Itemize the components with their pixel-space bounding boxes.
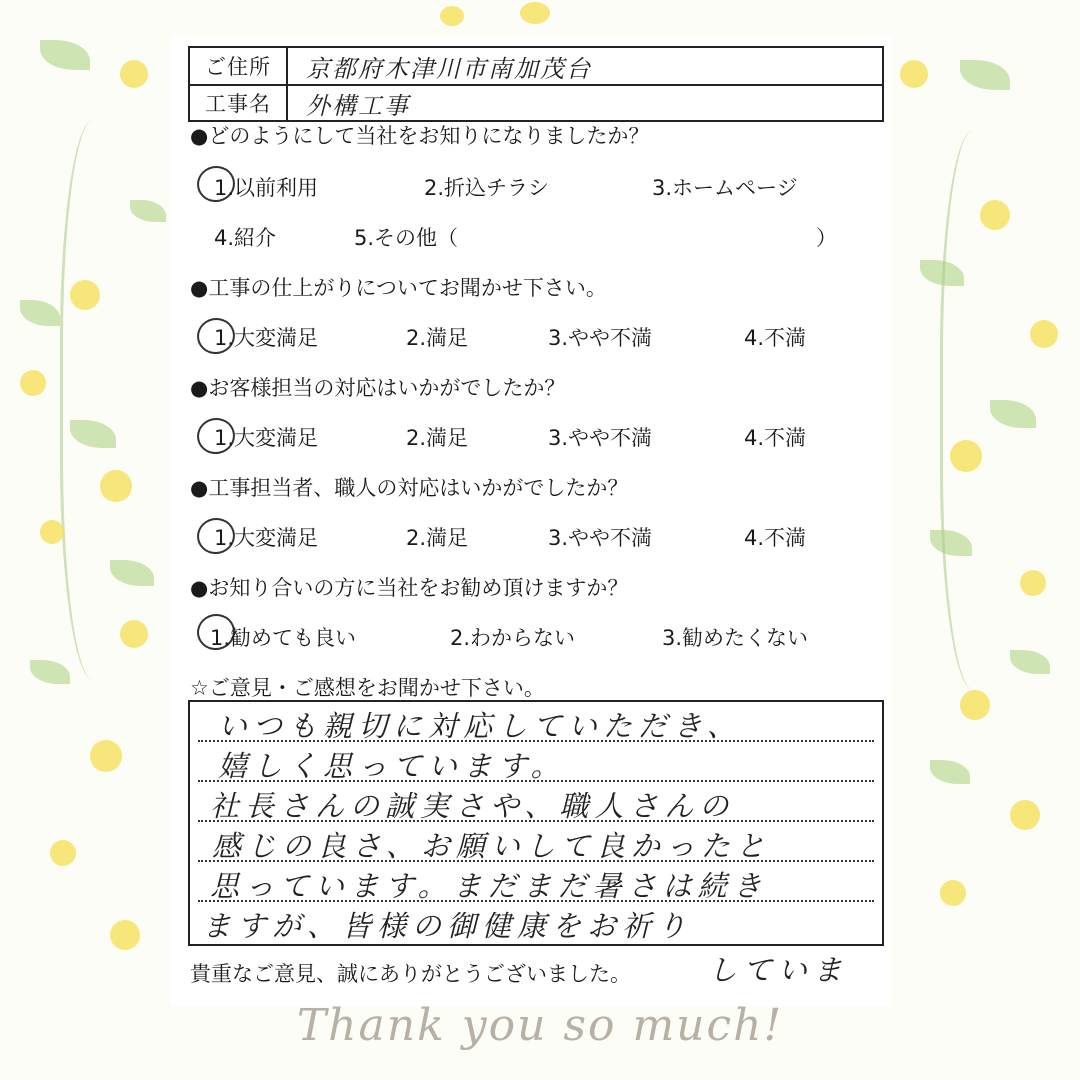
question-1: ●どのようにして当社をお知りになりましたか？: [190, 124, 650, 148]
comment-line-5: 思っています。まだまだ暑さは続き: [210, 869, 768, 903]
q4-option-3: 3.やや不満: [548, 526, 653, 550]
info-table: [188, 46, 884, 122]
q2-option-4: 4.不満: [744, 326, 807, 350]
question-5: ●お知り合いの方に当社をお勧め頂けますか？: [190, 576, 629, 600]
flower-decoration: [440, 6, 464, 26]
comment-line-4: 感じの良さ、お願いして良かったと: [212, 829, 771, 863]
comment-line-2: 嬉しく思っています。: [218, 749, 566, 783]
q5-option-2: 2.わからない: [450, 626, 576, 650]
leaf-decoration: [1010, 650, 1050, 674]
flower-decoration: [20, 370, 46, 396]
q3-option-4: 4.不満: [744, 426, 807, 450]
address-label: ご住所: [190, 48, 288, 84]
comment-line-6: ますが、皆様の御健康をお祈り: [202, 909, 693, 943]
q2-option-1: 1.大変満足: [214, 326, 319, 350]
flower-decoration: [960, 690, 990, 720]
flower-decoration: [110, 920, 140, 950]
leaf-decoration: [30, 660, 70, 684]
thanks-message: 貴重なご意見、誠にありがとうございました。: [190, 962, 631, 986]
handwritten-closing: していま: [708, 953, 849, 987]
q2-option-2: 2.満足: [406, 326, 469, 350]
work-row: [190, 85, 882, 121]
comment-box: [188, 700, 884, 946]
q1-option-3: 3.ホームページ: [652, 176, 798, 200]
leaf-decoration: [40, 40, 90, 70]
address-row: [190, 48, 882, 86]
q1-option-5: 5.その他（: [354, 226, 459, 250]
survey-sheet: [170, 36, 892, 1006]
work-value: 外構工事: [306, 91, 410, 120]
flower-decoration: [50, 840, 76, 866]
leaf-decoration: [960, 60, 1010, 90]
q1-option-2: 2.折込チラシ: [424, 176, 550, 200]
address-value: 京都府木津川市南加茂台: [306, 54, 592, 83]
q2-option-3: 3.やや不満: [548, 326, 653, 350]
q3-option-1: 1.大変満足: [214, 426, 319, 450]
flower-decoration: [520, 2, 550, 24]
flower-decoration: [120, 60, 148, 88]
q4-option-4: 4.不満: [744, 526, 807, 550]
flower-decoration: [1030, 320, 1058, 348]
flower-decoration: [100, 470, 132, 502]
question-4: ●工事担当者、職人の対応はいかがでしたか？: [190, 476, 629, 500]
flower-decoration: [1010, 800, 1040, 830]
comment-line-3: 社長さんの誠実さや、職人さんの: [210, 789, 735, 823]
flower-decoration: [70, 280, 100, 310]
q1-option-4: 4.紹介: [214, 226, 277, 250]
flower-decoration: [940, 880, 966, 906]
flower-decoration: [120, 620, 148, 648]
flower-decoration: [950, 440, 982, 472]
leaf-decoration: [20, 300, 60, 326]
q3-option-2: 2.満足: [406, 426, 469, 450]
flower-decoration: [1020, 570, 1046, 596]
comment-line-1: いつも親切に対応していただき、: [218, 709, 742, 743]
q5-option-3: 3.勧めたくない: [662, 626, 809, 650]
q3-option-3: 3.やや不満: [548, 426, 653, 450]
q1-option-5-close: ）: [816, 226, 837, 250]
leaf-decoration: [930, 760, 970, 784]
q1-option-1: 1.以前利用: [214, 176, 319, 200]
q5-option-1: 1.勧めても良い: [210, 626, 357, 650]
work-label: 工事名: [190, 85, 288, 121]
flower-decoration: [980, 200, 1010, 230]
flower-decoration: [40, 520, 64, 544]
q4-option-2: 2.満足: [406, 526, 469, 550]
comment-heading: ☆ご意見・ご感想をお聞かせ下さい。: [190, 676, 545, 700]
flower-decoration: [900, 60, 928, 88]
thank-you-script: Thank you so much!: [296, 1000, 784, 1051]
question-2: ●工事の仕上がりについてお聞かせ下さい。: [190, 276, 607, 300]
question-3: ●お客様担当の対応はいかがでしたか？: [190, 376, 566, 400]
flower-decoration: [90, 740, 122, 772]
q4-option-1: 1.大変満足: [214, 526, 319, 550]
